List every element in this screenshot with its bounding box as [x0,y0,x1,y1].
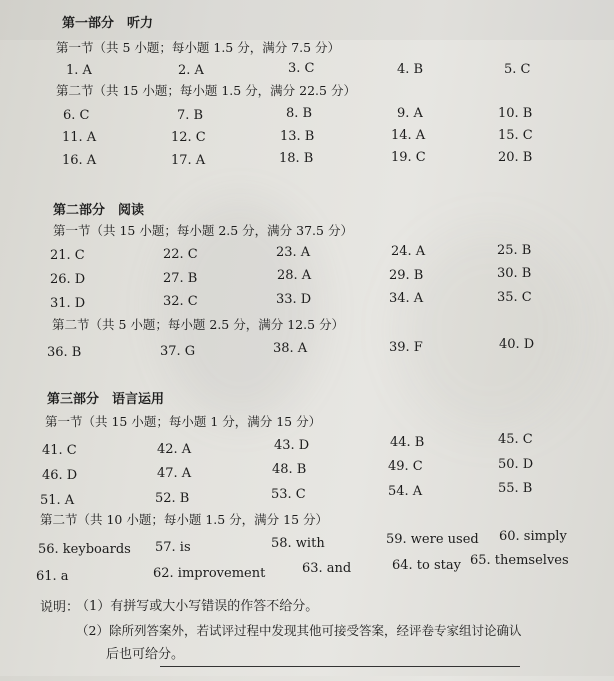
answer-item: 23. A [276,245,311,260]
answer-item: 28. A [277,268,312,283]
answer-item: 48. B [272,462,307,477]
part1-section1-title: 第一节（共 5 小题；每小题 1.5 分，满分 7.5 分） [56,40,341,55]
answer-item: 63. and [302,561,352,576]
answer-item: 46. D [42,468,78,483]
part2-title: 第二部分 阅读 [53,203,145,218]
answer-item: 41. C [42,443,77,458]
part3-section1-title: 第一节（共 15 小题；每小题 1 分，满分 15 分） [45,414,322,429]
answer-item: 65. themselves [470,553,569,568]
answer-item: 43. D [274,438,310,453]
answer-item: 55. B [498,481,533,496]
answer-item: 26. D [50,272,86,287]
answer-item: 6. C [63,108,90,123]
answer-item: 56. keyboards [38,542,131,557]
notes-label: 说明： [40,600,80,615]
part2-section2-title: 第二节（共 5 小题；每小题 2.5 分，满分 12.5 分） [52,317,345,332]
answer-item: 21. C [50,248,85,263]
answer-item: 37. G [160,344,196,359]
answer-item: 22. C [163,247,198,262]
answer-item: 2. A [178,63,204,78]
part3-title: 第三部分 语言运用 [47,392,165,407]
answer-item: 39. F [389,340,423,355]
answer-item: 13. B [280,129,315,144]
answer-item: 29. B [389,268,424,283]
answer-item: 14. A [391,128,426,143]
answer-item: 9. A [397,106,423,121]
answer-item: 60. simply [499,529,567,544]
answer-item: 58. with [271,536,325,551]
answer-item: 34. A [389,291,424,306]
notes-item-2: （2）除所列答案外，若试评过程中发现其他可接受答案，经评卷专家组讨论确认 [76,623,522,638]
answer-item: 19. C [391,150,426,165]
answer-item: 32. C [163,294,198,309]
answer-item: 16. A [62,153,97,168]
answer-item: 7. B [177,108,204,123]
answer-item: 5. C [504,62,531,77]
answer-item: 38. A [273,341,308,356]
answer-item: 12. C [171,130,206,145]
answer-item: 10. B [498,106,533,121]
answer-item: 33. D [276,292,312,307]
answer-item: 36. B [47,345,82,360]
answer-item: 42. A [157,442,192,457]
part1-title: 第一部分 听力 [62,16,154,31]
part3-section2-title: 第二节（共 10 小题；每小题 1.5 分，满分 15 分） [40,512,329,527]
answer-item: 59. were used [386,532,479,547]
answer-item: 51. A [40,493,75,508]
answer-item: 61. a [36,569,69,584]
answer-item: 57. is [155,540,191,555]
answer-item: 1. A [66,63,92,78]
answer-item: 15. C [498,128,533,143]
notes-item-2-cont: 后也可给分。 [106,647,185,662]
answer-item: 53. C [271,487,306,502]
answer-item: 47. A [157,466,192,481]
page-footer-line [160,666,520,681]
paper-shading [400,230,580,430]
answer-item: 30. B [497,266,532,281]
answer-item: 17. A [171,153,206,168]
answer-item: 18. B [279,151,314,166]
answer-item: 44. B [390,435,425,450]
answer-item: 31. D [50,296,86,311]
part2-section1-title: 第一节（共 15 小题；每小题 2.5 分，满分 37.5 分） [53,223,353,238]
notes-item-1: （1）有拼写或大小写错误的作答不给分。 [76,599,319,614]
answer-item: 64. to stay [392,558,461,573]
answer-item: 35. C [497,290,532,305]
answer-item: 54. A [388,484,423,499]
answer-item: 25. B [497,243,532,258]
answer-item: 24. A [391,244,426,259]
answer-item: 27. B [163,271,198,286]
answer-item: 52. B [155,491,190,506]
part1-section2-title: 第二节（共 15 小题；每小题 1.5 分，满分 22.5 分） [56,83,356,98]
answer-item: 45. C [498,432,533,447]
answer-item: 49. C [388,459,423,474]
answer-item: 50. D [498,457,534,472]
answer-item: 20. B [498,150,533,165]
answer-item: 4. B [397,62,424,77]
answer-item: 62. improvement [153,566,266,581]
answer-item: 3. C [288,61,315,76]
answer-item: 40. D [499,337,535,352]
answer-item: 8. B [286,106,313,121]
answer-item: 11. A [62,130,97,145]
